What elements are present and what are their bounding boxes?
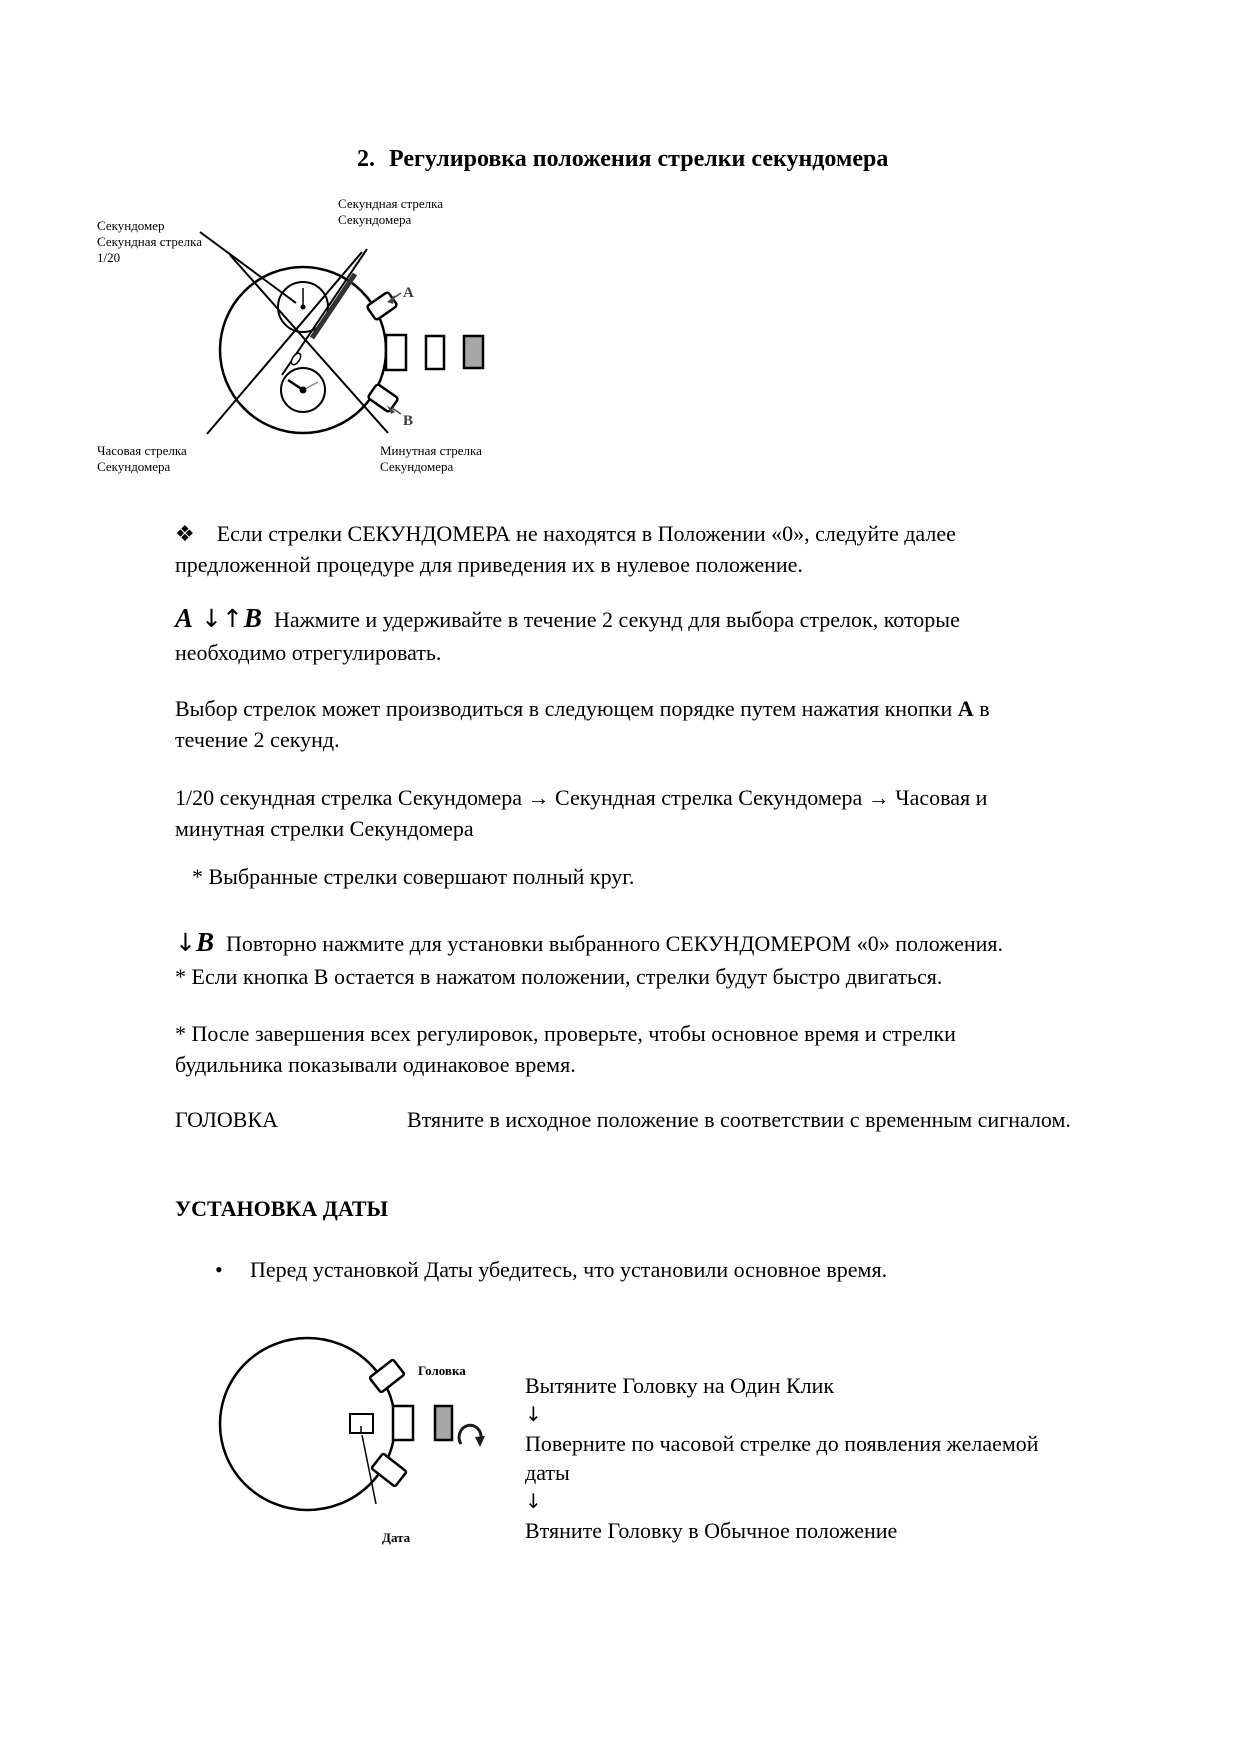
label-date: Дата — [382, 1530, 411, 1545]
paragraph-hand-sequence: 1/20 секундная стрелка Секундомера → Секундная стрелка Секундомера → Часовая и минутная стрелки Секундомера — [175, 785, 988, 841]
paragraph-b-press: ↓B Повторно нажмите для установки выбранного СЕКУНДОМЕРОМ «0» положения. * Если кнопка В остается в нажатом положении, стрелки будут быстро двигаться. — [175, 927, 1003, 989]
step-rotate-line1: Поверните по часовой стрелке до появления желаемой — [525, 1431, 1039, 1456]
subdial-bottom-pivot — [300, 387, 307, 394]
crown-term: ГОЛОВКА — [175, 1107, 279, 1132]
key-b: B — [243, 603, 262, 633]
diamond-bullet-icon: ❖ — [175, 521, 195, 546]
paragraph-full-circle-note: * Выбранные стрелки совершают полный круг. — [192, 864, 635, 889]
crown-stem-2 — [393, 1406, 413, 1440]
crown-instruction: Втяните в исходное положение в соответствии с временным сигналом. — [407, 1107, 1071, 1132]
crown-gray-part — [435, 1406, 452, 1440]
paragraph-zero-position-note: ❖ Если стрелки СЕКУНДОМЕРА не находятся в Положении «0», следуйте далее предложенной процедуре для приведения их в нулевое положение. — [175, 521, 956, 577]
button-b-label: B — [403, 413, 414, 429]
step-arrow-2: ↓ — [525, 1489, 542, 1513]
label-crown: Головка — [418, 1363, 466, 1378]
label-stopwatch-1-20-hand: Секундомер Секундная стрелка 1/20 — [97, 218, 203, 265]
label-stopwatch-hour-hand: Часовая стрелка Секундомера — [97, 443, 187, 474]
key-a: A — [175, 603, 194, 633]
date-setting-heading: УСТАНОВКА ДАТЫ — [175, 1196, 389, 1221]
down-up-arrows-icon: ↓↑ — [201, 604, 243, 633]
paragraph-crown — [175, 1104, 1071, 1135]
page-title-number: 2. — [357, 146, 375, 172]
paragraph-selection-order: Выбор стрелок может производиться в следующем порядке путем нажатия кнопки А в течение 2 секунд. — [175, 696, 990, 752]
paragraph-ab-hold: A ↓↑B Нажмите и удерживайте в течение 2 секунд для выбора стрелок, которые необходимо отрегулировать. — [175, 603, 960, 665]
button-a-label: A — [403, 285, 414, 301]
step-pull-crown: Вытяните Головку на Один Клик — [525, 1373, 835, 1398]
page-title-text: Регулировка положения стрелки секундомера — [389, 146, 889, 172]
crown-part-gray — [464, 336, 483, 368]
date-setting-steps — [525, 1371, 1039, 1545]
step-rotate-line2: даты — [525, 1460, 570, 1485]
key-b-inline: B — [195, 927, 214, 957]
paragraph-after-adjustment: * После завершения всех регулировок, проверьте, чтобы основное время и стрелки будильника показывали одинаковое время. — [175, 1021, 956, 1077]
step-push-crown: Втяните Головку в Обычное положение — [525, 1518, 898, 1543]
bullet-icon: • — [215, 1257, 223, 1282]
subdial-top-pivot — [301, 305, 306, 310]
crown-stem — [386, 335, 406, 370]
page-title — [357, 146, 888, 173]
crown-part-middle — [426, 336, 444, 369]
step-arrow-1: ↓ — [525, 1402, 542, 1426]
rotate-arrow-head — [475, 1436, 485, 1447]
key-a-inline: А — [957, 696, 974, 721]
label-stopwatch-second-hand: Секундная стрелка Секундомера — [338, 196, 444, 227]
date-setting-bullet: • Перед установкой Даты убедитесь, что установили основное время. — [215, 1254, 887, 1285]
label-stopwatch-minute-hand: Минутная стрелка Секундомера — [380, 443, 482, 474]
down-arrow-icon: ↓ — [175, 928, 196, 957]
